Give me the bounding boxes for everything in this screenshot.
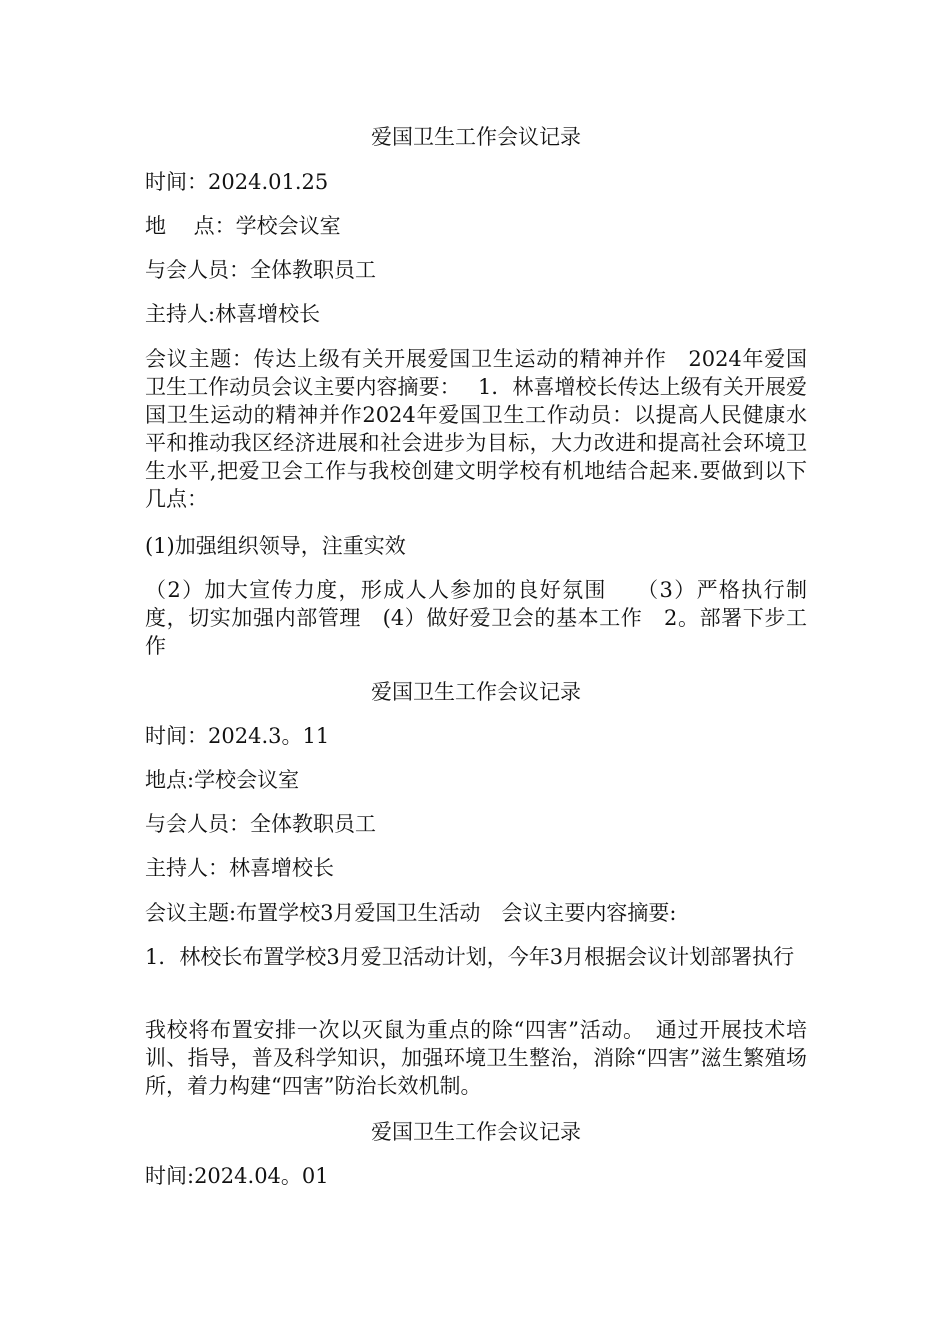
meeting-item: 1．林校长布置学校3月爱卫活动计划，今年3月根据会议计划部署执行 [145,945,795,969]
meeting-item: (1)加强组织领导，注重实效 [145,534,406,558]
meeting-host: 主持人:林喜增校长 [145,302,321,326]
record-title: 爱国卫生工作会议记录 [371,125,581,149]
meeting-host: 主持人：林喜增校长 [145,856,334,880]
meeting-theme: 会议主题:布置学校3月爱国卫生活动 会议主要内容摘要: [145,901,677,925]
meeting-attendees: 与会人员：全体教职员工 [145,258,376,282]
meeting-item: 我校将布置安排一次以灭鼠为重点的除“四害”活动。 通过开展技术培训、指导，普及科学知识，加强环境卫生整治，消除“四害”滋生繁殖场所，着力构建“四害”防治长效机制。 [145,1018,807,1098]
meeting-place: 地 点：学校会议室 [145,214,341,238]
meeting-item: （2）加大宣传力度，形成人人参加的良好氛围 （3）严格执行制度，切实加强内部管理 (4）做好爱卫会的基本工作 2。部署下步工作 [145,578,807,658]
record-title: 爱国卫生工作会议记录 [371,680,581,704]
meeting-time: 时间:2024.04。01 [145,1164,329,1188]
record-title: 爱国卫生工作会议记录 [371,1120,581,1144]
meeting-theme: 会议主题：传达上级有关开展爱国卫生运动的精神并作 2024年爱国卫生工作动员会议主要内容摘要： 1．林喜增校长传达上级有关开展爱国卫生运动的精神并作2024年爱国卫生工作动员：以提高人民健康水平和推动我区经济进展和社会进步为目标，大力改进和提高社会环境卫生水平,把爱卫会工作与我校创建文明学校有机地结合起来.要做到以下几点： [145,347,807,511]
meeting-time: 时间：2024.3。11 [145,724,330,748]
meeting-place: 地点:学校会议室 [145,768,300,792]
meeting-attendees: 与会人员：全体教职员工 [145,812,376,836]
meeting-time: 时间：2024.01.25 [145,170,329,194]
